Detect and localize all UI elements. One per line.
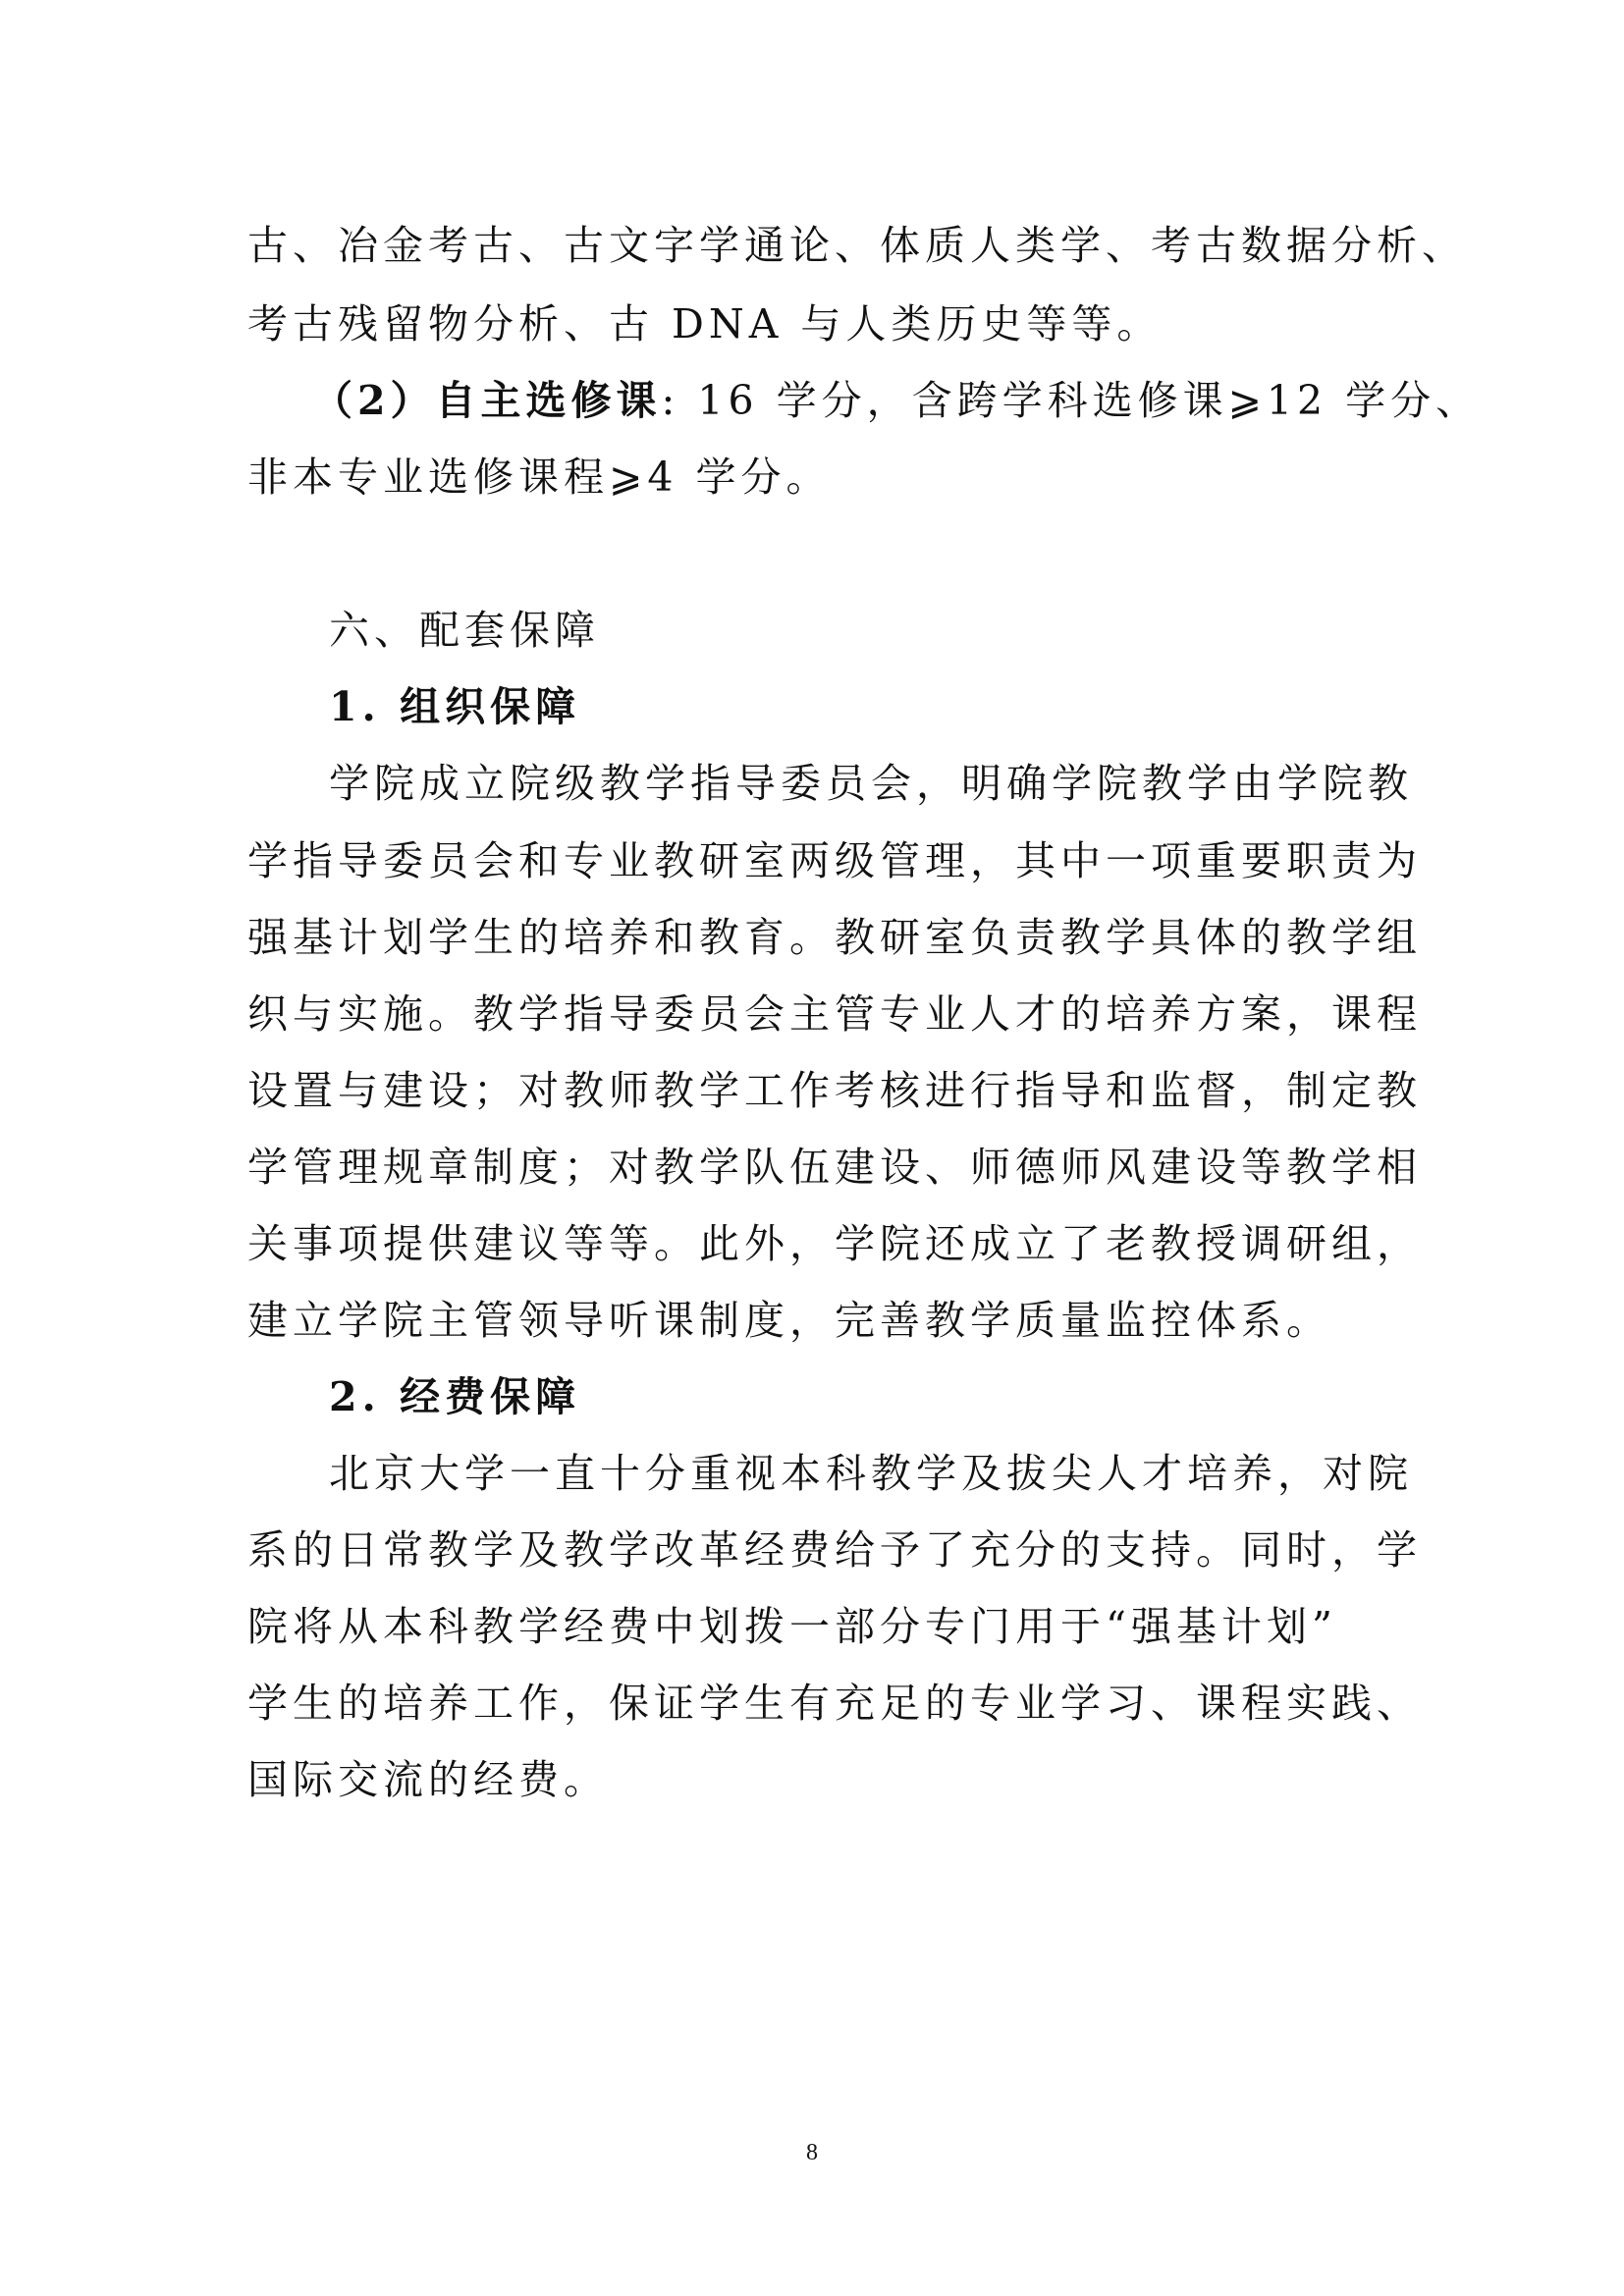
paragraph-line: 学管理规章制度；对教学队伍建设、师德师风建设等教学相	[247, 1144, 1422, 1191]
elective-paragraph	[312, 375, 1482, 426]
subsection-heading: 2. 经费保障	[329, 1373, 581, 1420]
elective-text: : 16 学分，含跨学科选修课⩾12 学分、	[661, 377, 1482, 424]
page-number: 8	[806, 2140, 818, 2165]
paragraph-line: 北京大学一直十分重视本科教学及拔尖人才培养，对院	[329, 1450, 1413, 1497]
paragraph-line: 学生的培养工作，保证学生有充足的专业学习、课程实践、	[247, 1680, 1422, 1727]
subsection-heading: 1. 组织保障	[329, 683, 581, 730]
paragraph-line: 织与实施。教学指导委员会主管专业人才的培养方案，课程	[247, 990, 1422, 1038]
paragraph-line: 古、冶金考古、古文字学通论、体质人类学、考古数据分析、	[247, 222, 1467, 269]
paragraph-line: 系的日常教学及教学改革经费给予了充分的支持。同时，学	[247, 1526, 1422, 1574]
elective-label: （2）自主选修课	[312, 377, 662, 424]
section-heading: 六、配套保障	[329, 607, 600, 654]
paragraph-line: 院将从本科教学经费中划拨一部分专门用于“强基计划”	[247, 1603, 1337, 1650]
paragraph-line: 学院成立院级教学指导委员会，明确学院教学由学院教	[329, 760, 1413, 807]
paragraph-line: 设置与建设；对教师教学工作考核进行指导和监督，制定教	[247, 1067, 1422, 1114]
paragraph-line: 非本专业选修课程⩾4 学分。	[247, 454, 832, 501]
paragraph-line: 强基计划学生的培养和教育。教研室负责教学具体的教学组	[247, 914, 1422, 961]
paragraph-line: 学指导委员会和专业教研室两级管理，其中一项重要职责为	[247, 837, 1422, 884]
paragraph-line: 建立学院主管领导听课制度，完善教学质量监控体系。	[247, 1297, 1331, 1344]
paragraph-line: 考古残留物分析、古 DNA 与人类历史等等。	[247, 300, 1163, 347]
paragraph-line: 关事项提供建议等等。此外，学院还成立了老教授调研组，	[247, 1220, 1422, 1267]
paragraph-line: 国际交流的经费。	[247, 1756, 609, 1803]
